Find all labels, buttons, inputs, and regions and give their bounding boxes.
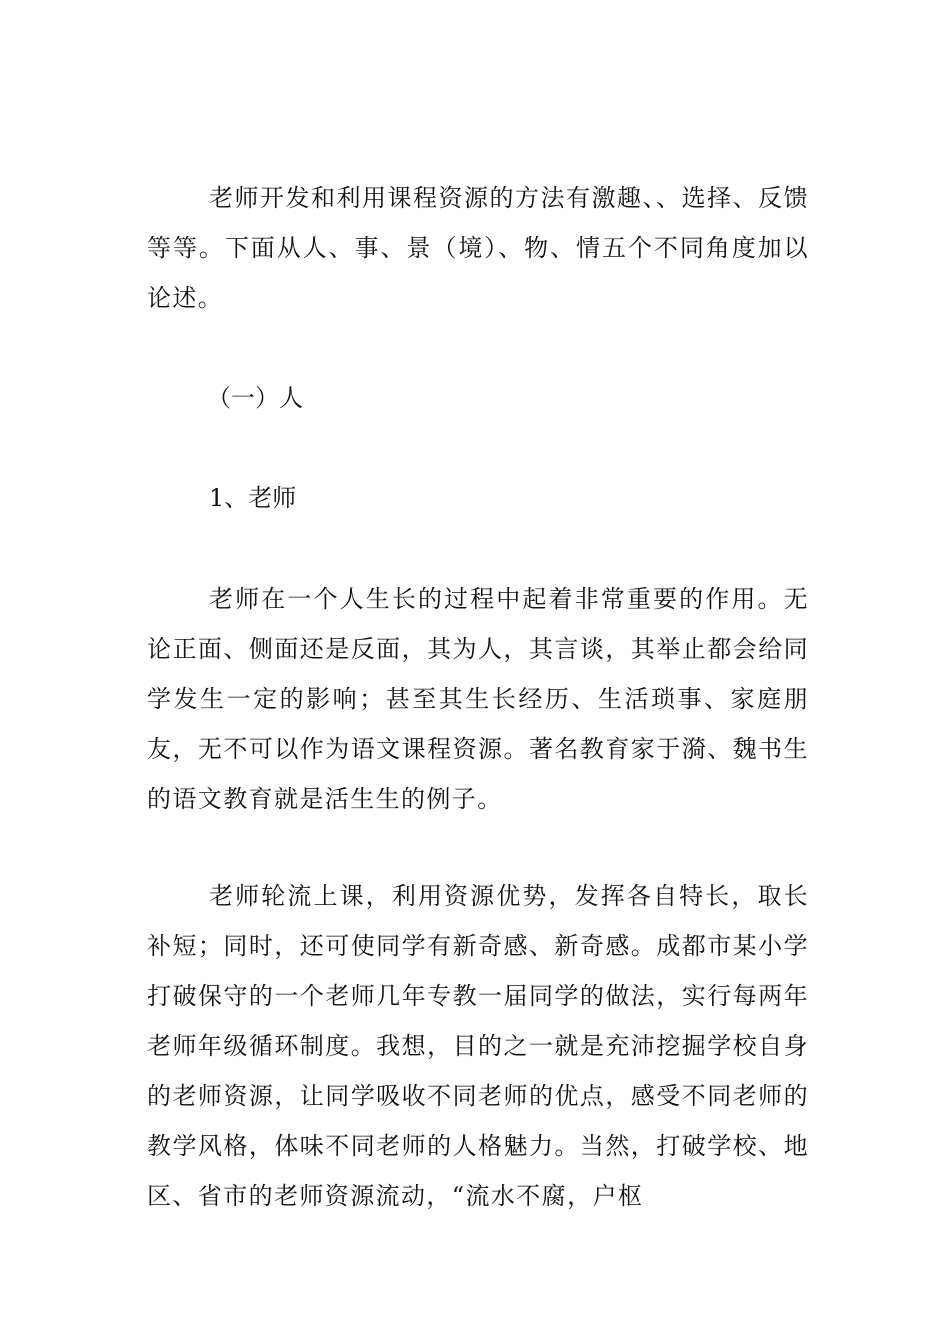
- teacher-role-paragraph: 老师在一个人生长的过程中起着非常重要的作用。无论正面、侧面还是反面，其为人，其言谈，其举止都会给同学发生一定的影响；甚至其生长经历、生活琐事、家庭朋友，无不可以作为语文课程资源。著名教育家于漪、魏书生的语文教育就是活生生的例子。: [147, 585, 809, 813]
- subsection-heading: 1、老师: [209, 484, 297, 512]
- section-heading: （一）人: [207, 384, 303, 412]
- intro-paragraph: 老师开发和利用课程资源的方法有激趣、、选择、反馈等等。下面从人、事、景（境）、物、情五个不同角度加以论述。: [147, 184, 809, 312]
- teacher-rotation-paragraph: 老师轮流上课，利用资源优势，发挥各自特长，取长补短；同时，还可使同学有新奇感、新奇感。成都市某小学打破保守的一个老师几年专教一届同学的做法，实行每两年老师年级循环制度。我想，目的之一就是充沛挖掘学校自身的老师资源，让同学吸收不同老师的优点，感受不同老师的教学风格，体味不同老师的人格魅力。当然，打破学校、地区、省市的老师资源流动，“流水不腐，户枢: [147, 882, 809, 1210]
